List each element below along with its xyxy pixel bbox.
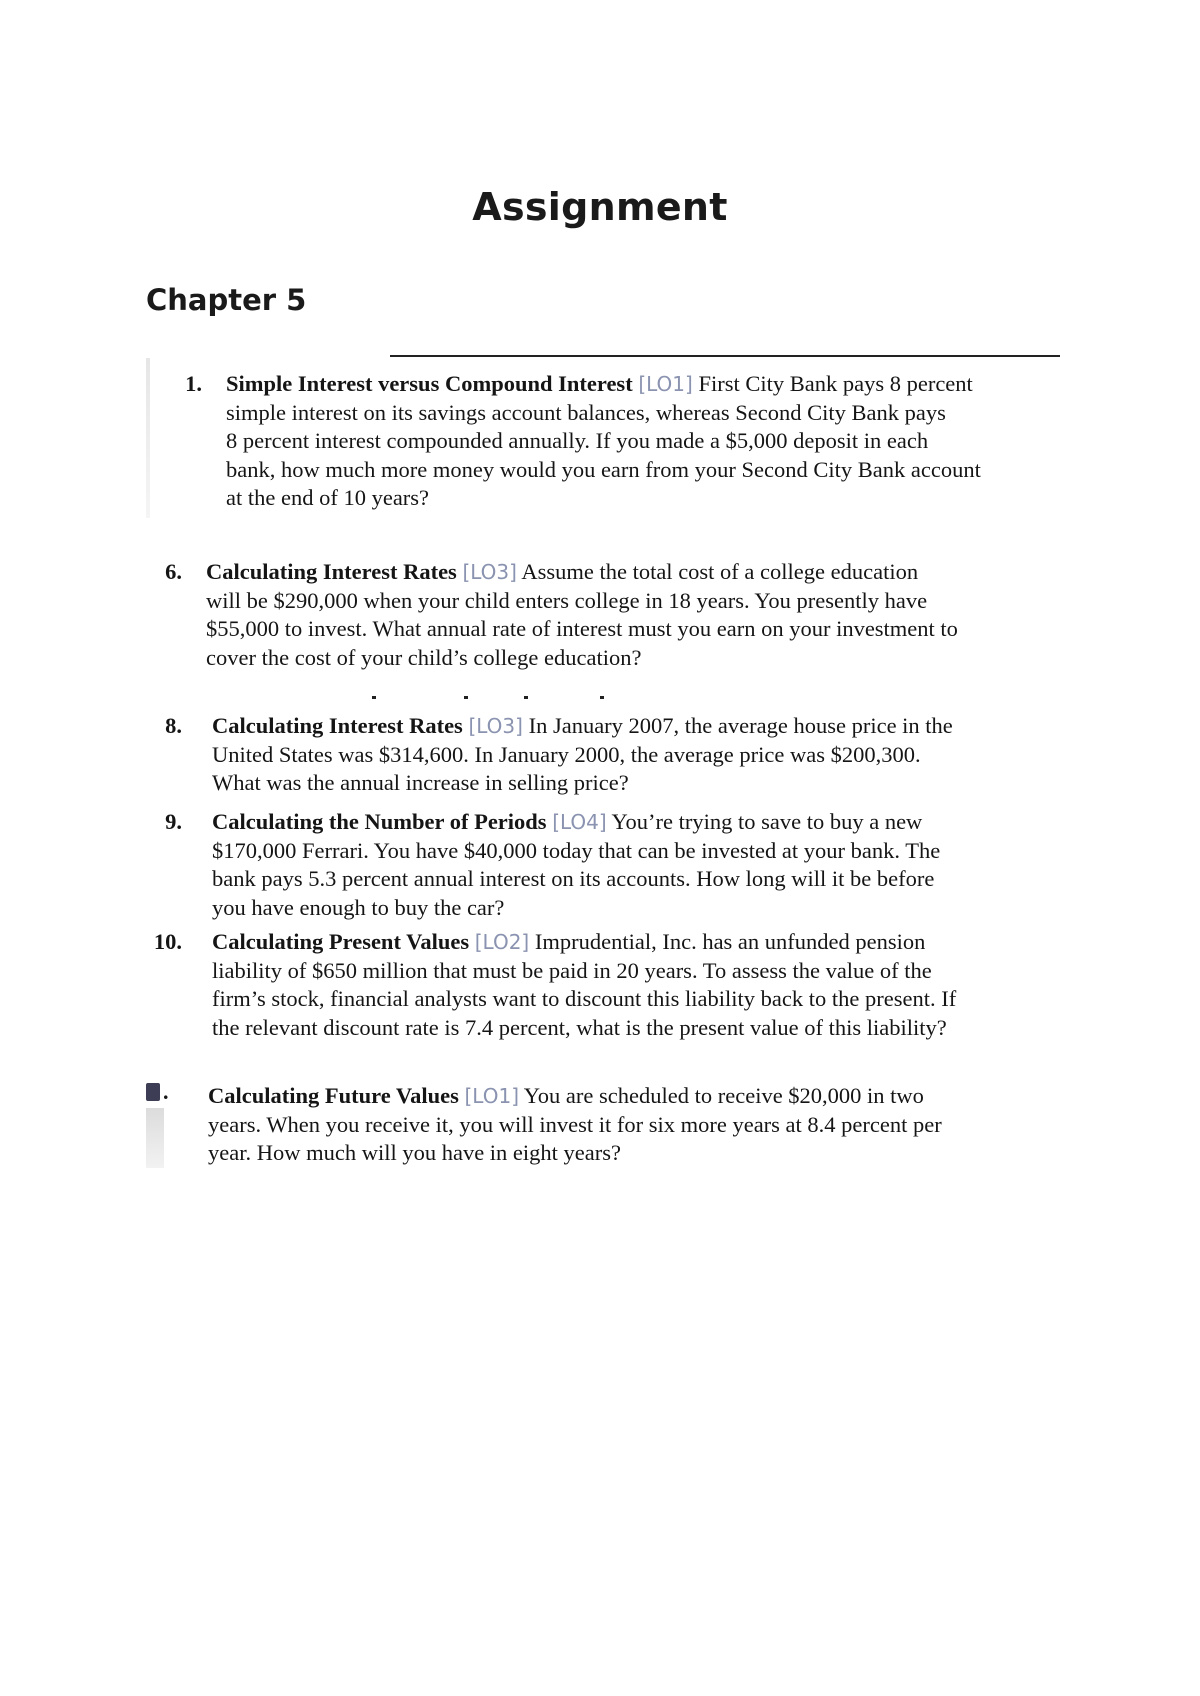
problem-8 <box>150 712 1070 802</box>
problem-text <box>212 712 1072 798</box>
problem-line: United States was $314,600. In January 2000, the average price was $200,300. <box>212 741 921 767</box>
problem-line: liability of $650 million that must be paid in 20 years. To assess the value of the <box>212 957 932 983</box>
problem-line: bank, how much more money would you earn from your Second City Bank account <box>226 456 981 482</box>
scan-artifact-dots <box>372 696 612 702</box>
chapter-heading: Chapter 5 <box>146 283 307 317</box>
problem-9 <box>150 808 1070 928</box>
problem-text <box>208 1082 1074 1168</box>
problem-line: cover the cost of your child’s college education? <box>206 644 642 670</box>
problem-line <box>226 370 1076 399</box>
problem-number: . <box>163 1079 169 1104</box>
problem-line: at the end of 10 years? <box>226 485 430 510</box>
problem-text <box>206 558 1076 672</box>
learning-objective: [LO2] <box>474 930 530 954</box>
scan-shadow <box>146 358 150 518</box>
page-title: Assignment <box>472 185 728 229</box>
problem-line-text: In January 2007, the average house price in the <box>522 713 953 738</box>
problem-title: Calculating Present Values <box>212 929 470 954</box>
problem-line <box>208 1082 1074 1111</box>
problem-6 <box>150 558 1070 678</box>
learning-objective: [LO1] <box>638 372 693 396</box>
problem-line-text: Imprudential, Inc. has an unfunded pension <box>529 929 926 954</box>
problem-text <box>212 808 1072 922</box>
learning-objective: [LO3] <box>468 714 523 738</box>
problem-line: bank pays 5.3 percent annual interest on its accounts. How long will it be before <box>212 866 935 891</box>
problem-line: What was the annual increase in selling price? <box>212 770 629 795</box>
problem-title: Calculating the Number of Periods <box>212 809 547 834</box>
problem-10 <box>138 928 1070 1048</box>
problem-text <box>226 370 1076 513</box>
problem-future-values <box>150 1082 1070 1172</box>
problem-number: 9. <box>165 809 182 834</box>
problem-number: 8. <box>165 713 182 738</box>
problem-line: simple interest on its savings account balances, whereas Second City Bank pays <box>226 399 946 425</box>
problem-line: $55,000 to invest. What annual rate of interest must you earn on your investment to <box>206 616 958 641</box>
problem-line <box>206 558 1076 587</box>
problem-line: you have enough to buy the car? <box>212 894 505 920</box>
problem-line: firm’s stock, financial analysts want to discount this liability back to the present. If <box>212 986 957 1011</box>
problem-number: 6. <box>165 559 182 584</box>
problem-line <box>212 808 1072 837</box>
learning-objective: [LO1] <box>464 1084 520 1108</box>
learning-objective: [LO4] <box>552 810 607 834</box>
problem-1 <box>170 370 1070 520</box>
problem-line: 8 percent interest compounded annually. If you made a $5,000 deposit in each <box>226 428 929 453</box>
learning-objective: [LO3] <box>462 560 517 584</box>
problem-line-text: First City Bank pays 8 percent <box>692 371 973 396</box>
problem-line-text: You’re trying to save to buy a new <box>606 809 923 834</box>
horizontal-rule <box>390 355 1060 357</box>
problem-title: Calculating Future Values <box>208 1083 459 1108</box>
problem-title: Calculating Interest Rates <box>206 559 457 584</box>
problem-number: 10. <box>153 929 182 954</box>
problem-number: 1. <box>185 371 202 396</box>
problem-line <box>212 712 1072 741</box>
problem-line: $170,000 Ferrari. You have $40,000 today that can be invested at your bank. The <box>212 837 941 863</box>
problem-line: will be $290,000 when your child enters college in 18 years. You presently have <box>206 587 928 613</box>
problem-line: the relevant discount rate is 7.4 percent, what is the present value of this liability? <box>212 1014 947 1040</box>
problem-title: Calculating Interest Rates <box>212 713 463 738</box>
problem-line-text: Assume the total cost of a college education <box>516 559 919 584</box>
problem-line-text: You are scheduled to receive $20,000 in two <box>519 1083 924 1108</box>
problem-line: year. How much will you have in eight years? <box>208 1140 622 1165</box>
problem-line: years. When you receive it, you will invest it for six more years at 8.4 percent per <box>208 1111 942 1137</box>
problem-title: Simple Interest versus Compound Interest <box>226 371 633 396</box>
problem-line <box>212 928 1072 957</box>
problem-text <box>212 928 1072 1042</box>
